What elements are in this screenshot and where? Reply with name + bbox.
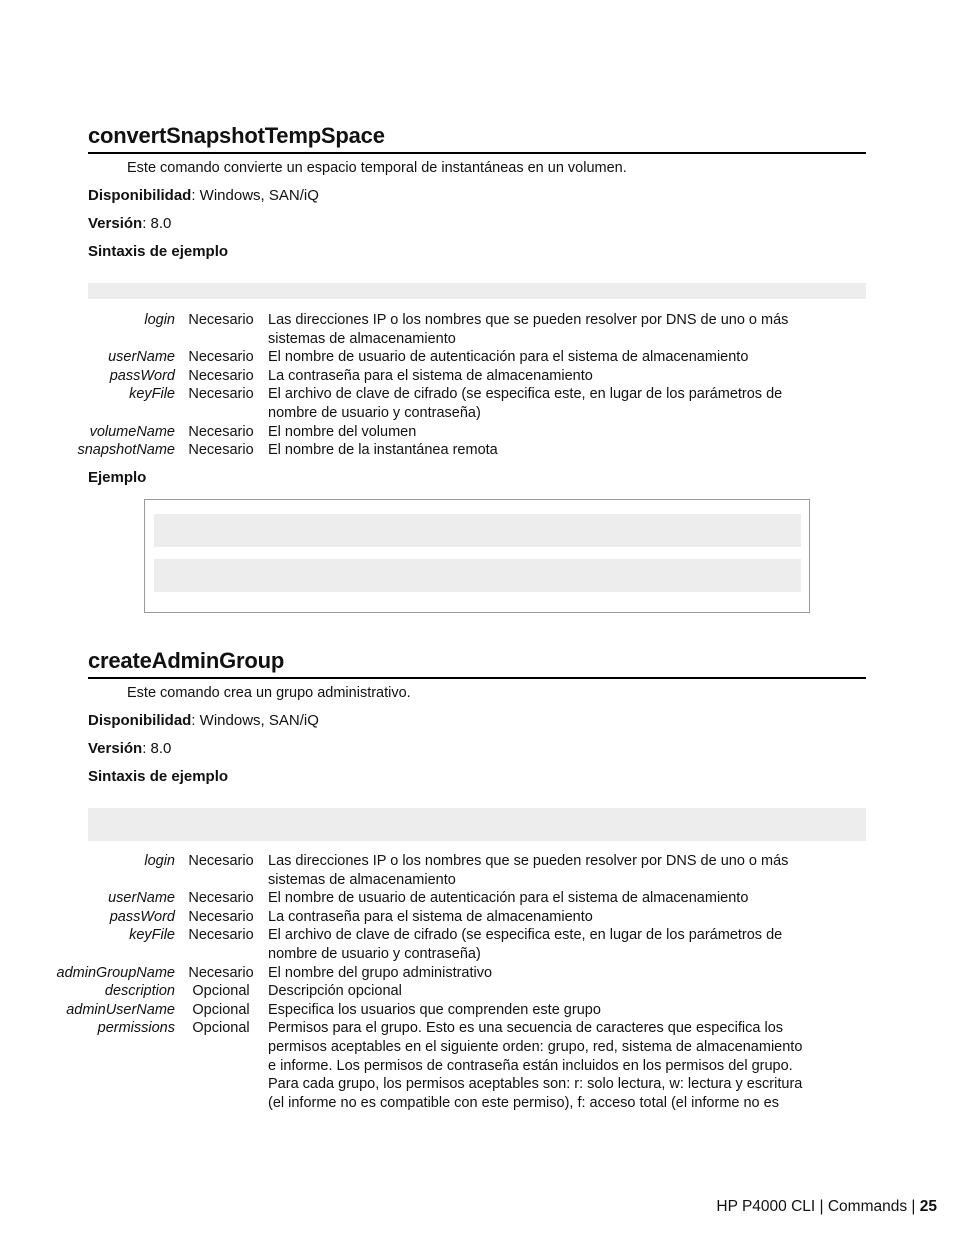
parameter-row [40, 889, 802, 908]
parameter-description-line: (el informe no es compatible con este permiso), f: acceso total (el informe no es [268, 1094, 779, 1111]
availability-line [88, 187, 319, 204]
parameter-description [268, 926, 802, 963]
parameter-description-line: El archivo de clave de cifrado (se especifica este, en lugar de los parámetros de [268, 386, 783, 403]
parameter-requirement: Necesario [188, 349, 254, 366]
parameter-description-line: El nombre de usuario de autenticación para el sistema de almacenamiento [268, 890, 749, 907]
availability-value: : Windows, SAN/iQ [191, 712, 319, 729]
parameter-description-line: El nombre del volumen [268, 423, 417, 440]
parameter-requirement: Necesario [188, 423, 254, 440]
parameter-requirement: Necesario [188, 890, 254, 907]
parameter-description-line: sistemas de almacenamiento [268, 871, 456, 888]
parameter-requirement: Opcional [192, 1020, 250, 1037]
parameter-description [268, 441, 788, 460]
parameter-description [268, 1001, 802, 1020]
parameter-description [268, 1019, 802, 1112]
parameter-name: keyFile [129, 927, 175, 944]
parameter-name: snapshotName [77, 442, 175, 459]
parameter-requirement: Necesario [188, 312, 254, 328]
parameter-description [268, 982, 802, 1001]
page-footer [716, 1198, 937, 1216]
parameter-name: userName [108, 890, 175, 907]
example-label: Ejemplo [88, 469, 147, 486]
version-label: Versión [88, 740, 143, 757]
parameter-requirement: Necesario [188, 386, 254, 403]
parameter-name: login [144, 853, 175, 869]
title-rule [88, 152, 866, 154]
syntax-code-block [88, 808, 866, 841]
parameter-name: passWord [109, 367, 175, 384]
title-rule [88, 677, 866, 679]
parameter-requirement: Necesario [188, 367, 254, 384]
version-line [88, 215, 171, 232]
syntax-heading [88, 768, 228, 785]
section-title: createAdminGroup [88, 648, 285, 673]
page-number: 25 [919, 1198, 937, 1215]
parameter-requirement: Necesario [188, 908, 254, 925]
parameter-description-line: La contraseña para el sistema de almacenamiento [268, 908, 593, 925]
parameter-description [268, 908, 802, 927]
parameter-description-line: La contraseña para el sistema de almacenamiento [268, 367, 593, 384]
parameter-row [40, 311, 788, 348]
parameter-description-line: permisos aceptables en el siguiente orden: grupo, red, sistema de almacenamiento [268, 1038, 803, 1055]
parameter-description-line: El nombre de la instantánea remota [268, 442, 498, 459]
syntax-heading [88, 243, 228, 260]
parameter-name: adminUserName [66, 1001, 175, 1018]
parameter-name: userName [108, 349, 175, 366]
parameter-requirement: Necesario [188, 442, 254, 459]
parameter-description [268, 367, 788, 386]
syntax-label: Sintaxis de ejemplo [88, 243, 229, 260]
parameter-requirement: Necesario [188, 927, 254, 944]
version-line [88, 740, 171, 757]
syntax-code-block [88, 283, 866, 299]
example-code-box [144, 499, 810, 613]
parameter-name: description [104, 983, 175, 1000]
availability-label: Disponibilidad [88, 187, 192, 204]
parameter-description-line: sistemas de almacenamiento [268, 330, 456, 347]
parameter-row [40, 908, 802, 927]
section-description: Este comando crea un grupo administrativo. [127, 685, 411, 701]
example-code-line [154, 559, 801, 592]
parameter-requirement: Necesario [188, 964, 254, 981]
parameter-row [40, 348, 788, 367]
parameter-table [40, 311, 788, 460]
parameter-row [40, 964, 802, 983]
parameter-description-line: e informe. Los permisos de contraseña están incluidos en los permisos del grupo. [268, 1057, 793, 1074]
version-value: : 8.0 [142, 740, 172, 757]
parameter-description-line: El nombre de usuario de autenticación para el sistema de almacenamiento [268, 349, 749, 366]
parameter-row [40, 441, 788, 460]
parameter-description [268, 385, 788, 422]
parameter-description-line: El archivo de clave de cifrado (se especifica este, en lugar de los parámetros de [268, 927, 783, 944]
example-heading [88, 469, 146, 486]
section-title: convertSnapshotTempSpace [88, 123, 385, 148]
availability-line [88, 712, 319, 729]
parameter-description-line: Permisos para el grupo. Esto es una secuencia de caracteres que especifica los [268, 1020, 784, 1037]
parameter-table [40, 852, 802, 1112]
version-label: Versión [88, 215, 143, 232]
parameter-description [268, 311, 788, 348]
parameter-row [40, 1001, 802, 1020]
parameter-description-line: Especifica los usuarios que comprenden este grupo [268, 1001, 601, 1018]
parameter-requirement: Necesario [188, 853, 254, 869]
parameter-description-line: Las direcciones IP o los nombres que se pueden resolver por DNS de uno o más [268, 312, 789, 328]
parameter-row [40, 982, 802, 1001]
parameter-requirement: Opcional [192, 983, 250, 1000]
parameter-description-line: Descripción opcional [268, 983, 402, 1000]
parameter-description-line: nombre de usuario y contraseña) [268, 945, 481, 962]
parameter-description [268, 423, 788, 442]
parameter-description-line: El nombre del grupo administrativo [268, 964, 493, 981]
parameter-description [268, 852, 802, 889]
availability-label: Disponibilidad [88, 712, 192, 729]
availability-value: : Windows, SAN/iQ [191, 187, 319, 204]
parameter-description-line: Las direcciones IP o los nombres que se pueden resolver por DNS de uno o más [268, 853, 789, 869]
footer-text: HP P4000 CLI | Commands | [716, 1198, 916, 1215]
parameter-name: permissions [97, 1020, 175, 1037]
parameter-description [268, 964, 802, 983]
parameter-description-line: nombre de usuario y contraseña) [268, 404, 481, 421]
section-description: Este comando convierte un espacio temporal de instantáneas en un volumen. [127, 160, 627, 176]
parameter-name: keyFile [129, 386, 175, 403]
parameter-row [40, 1019, 802, 1112]
parameter-row [40, 852, 802, 889]
parameter-description-line: Para cada grupo, los permisos aceptables son: r: solo lectura, w: lectura y escritura [268, 1076, 803, 1093]
parameter-name: login [144, 312, 175, 328]
parameter-row [40, 385, 788, 422]
parameter-requirement: Opcional [192, 1001, 250, 1018]
example-code-line [154, 514, 801, 547]
parameter-row [40, 926, 802, 963]
parameter-name: passWord [109, 908, 175, 925]
parameter-row [40, 423, 788, 442]
syntax-label: Sintaxis de ejemplo [88, 768, 229, 785]
parameter-name: adminGroupName [56, 964, 175, 981]
version-value: : 8.0 [142, 215, 172, 232]
parameter-description [268, 348, 788, 367]
parameter-description [268, 889, 802, 908]
parameter-name: volumeName [89, 423, 175, 440]
parameter-row [40, 367, 788, 386]
